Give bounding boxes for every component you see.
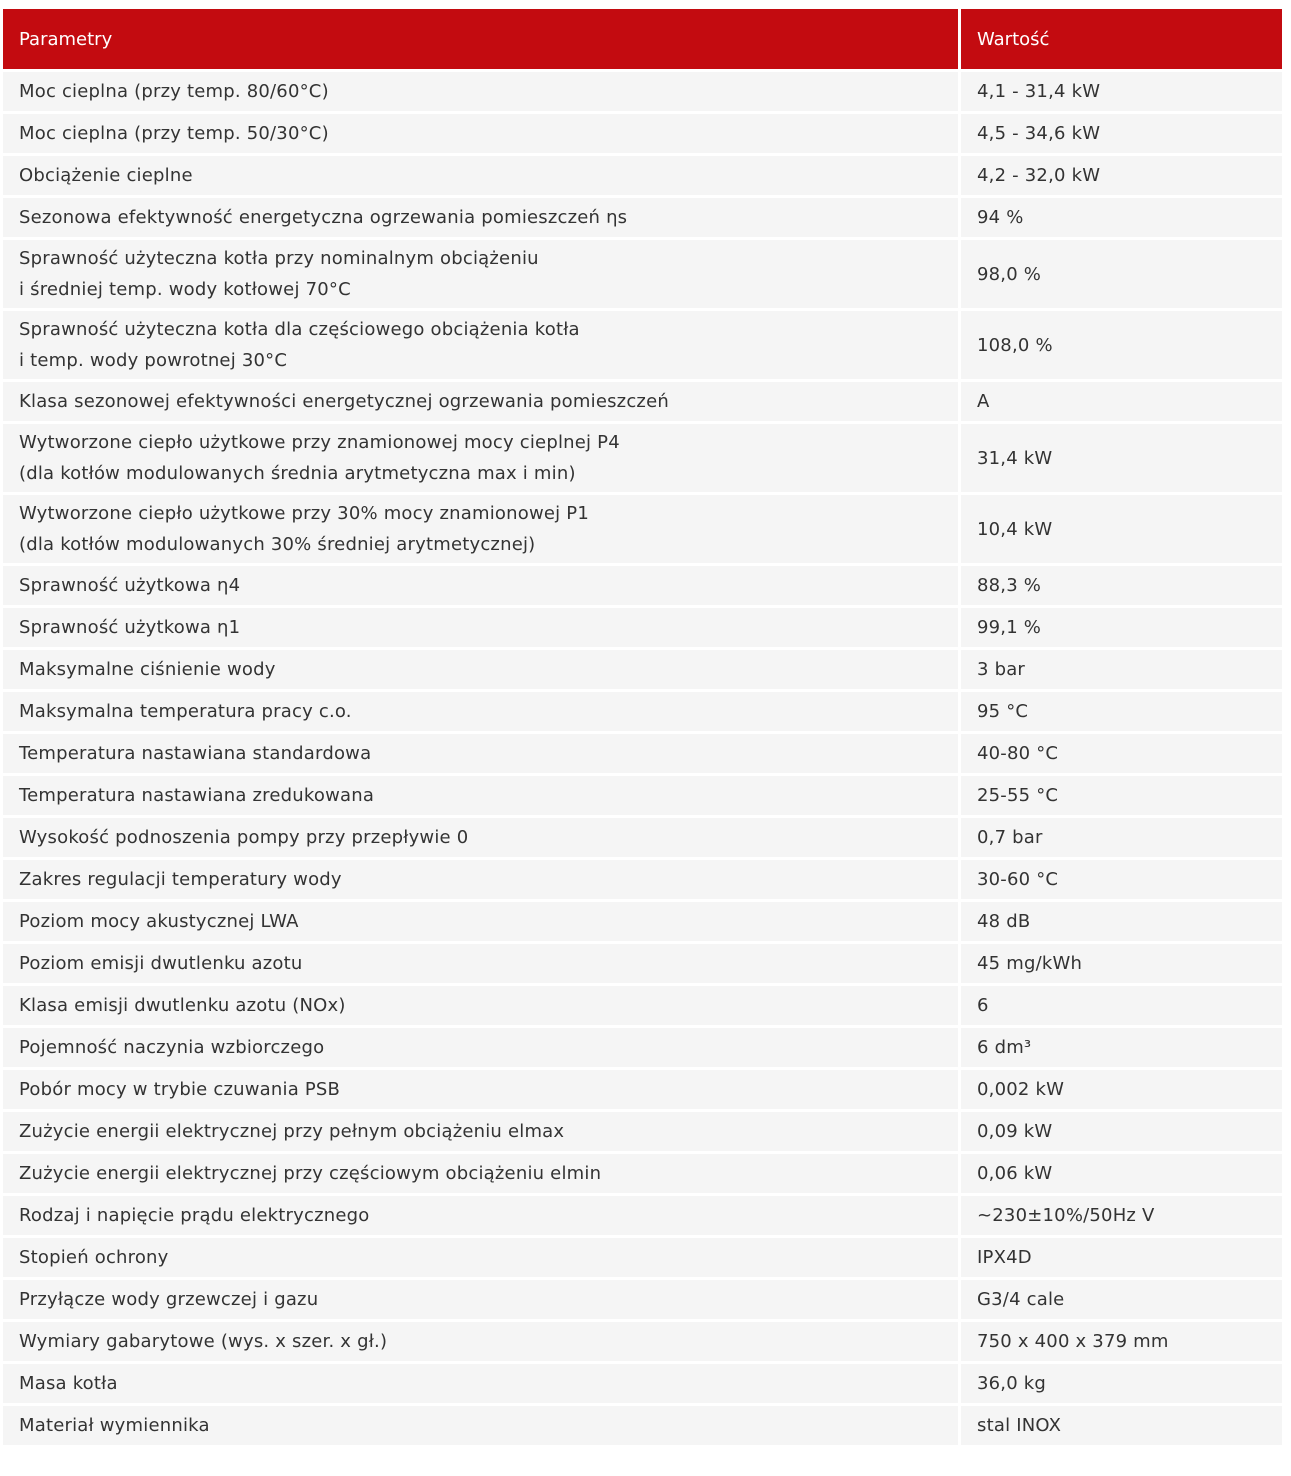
param-cell <box>3 424 961 495</box>
table-row <box>3 424 1282 495</box>
param-text: (dla kotłów modulowanych 30% średniej arytmetycznej) <box>19 534 536 555</box>
param-cell <box>3 1406 961 1448</box>
table-row <box>3 608 1282 650</box>
value-cell: 94 % <box>961 198 1282 240</box>
value-cell: 3 bar <box>961 650 1282 692</box>
param-cell <box>3 1028 961 1070</box>
value-cell: 0,06 kW <box>961 1154 1282 1196</box>
table-body <box>3 72 1282 1448</box>
param-cell <box>3 156 961 198</box>
table-row <box>3 860 1282 902</box>
param-text: i średniej temp. wody kotłowej 70°C <box>19 279 351 300</box>
param-text: Maksymalna temperatura pracy c.o. <box>19 701 352 722</box>
param-text: Temperatura nastawiana standardowa <box>19 743 372 764</box>
table-row <box>3 818 1282 860</box>
value-cell: 0,002 kW <box>961 1070 1282 1112</box>
param-cell <box>3 986 961 1028</box>
param-text: Klasa sezonowej efektywności energetycznej ogrzewania pomieszczeń <box>19 391 669 412</box>
param-cell <box>3 1364 961 1406</box>
table-row <box>3 1238 1282 1280</box>
table-row <box>3 311 1282 382</box>
param-text: Sprawność użyteczna kotła przy nominalnym obciążeniu <box>19 248 539 269</box>
param-cell <box>3 818 961 860</box>
param-cell <box>3 1322 961 1364</box>
value-cell: 6 dm³ <box>961 1028 1282 1070</box>
param-text: Pobór mocy w trybie czuwania PSB <box>19 1079 341 1100</box>
param-cell <box>3 566 961 608</box>
table-row <box>3 776 1282 818</box>
param-cell <box>3 311 961 382</box>
param-text: Poziom mocy akustycznej LWA <box>19 911 299 932</box>
table-row <box>3 382 1282 424</box>
param-text: Zużycie energii elektrycznej przy pełnym obciążeniu elmax <box>19 1121 565 1142</box>
value-cell: A <box>961 382 1282 424</box>
param-cell <box>3 1196 961 1238</box>
param-text: Moc cieplna (przy temp. 80/60°C) <box>19 81 329 102</box>
table-row <box>3 1028 1282 1070</box>
table-row <box>3 1154 1282 1196</box>
param-text: Sezonowa efektywność energetyczna ogrzewania pomieszczeń ηs <box>19 207 628 228</box>
table-row <box>3 1322 1282 1364</box>
value-cell: G3/4 cale <box>961 1280 1282 1322</box>
param-text: Zużycie energii elektrycznej przy częściowym obciążeniu elmin <box>19 1163 602 1184</box>
param-cell <box>3 608 961 650</box>
value-cell: 31,4 kW <box>961 424 1282 495</box>
table-row <box>3 566 1282 608</box>
value-cell: 4,5 - 34,6 kW <box>961 114 1282 156</box>
param-text: Obciążenie cieplne <box>19 165 193 186</box>
value-cell: 750 x 400 x 379 mm <box>961 1322 1282 1364</box>
param-text: Sprawność użytkowa η4 <box>19 575 241 596</box>
param-cell <box>3 1112 961 1154</box>
value-cell: 40-80 °C <box>961 734 1282 776</box>
value-cell: 99,1 % <box>961 608 1282 650</box>
value-cell: 10,4 kW <box>961 495 1282 566</box>
param-cell <box>3 1154 961 1196</box>
param-cell <box>3 240 961 311</box>
param-cell <box>3 776 961 818</box>
value-cell: 0,09 kW <box>961 1112 1282 1154</box>
param-cell <box>3 1238 961 1280</box>
value-cell: ~230±10%/50Hz V <box>961 1196 1282 1238</box>
param-text: (dla kotłów modulowanych średnia arytmetyczna max i min) <box>19 463 576 484</box>
param-cell <box>3 944 961 986</box>
header-value: Wartość <box>961 9 1282 72</box>
value-cell: 4,2 - 32,0 kW <box>961 156 1282 198</box>
table-row <box>3 1406 1282 1448</box>
param-text: Sprawność użytkowa η1 <box>19 617 241 638</box>
param-text: Maksymalne ciśnienie wody <box>19 659 276 680</box>
param-cell <box>3 198 961 240</box>
table-row <box>3 240 1282 311</box>
param-cell <box>3 114 961 156</box>
table-row <box>3 1070 1282 1112</box>
table-row <box>3 198 1282 240</box>
value-cell: 95 °C <box>961 692 1282 734</box>
param-cell <box>3 860 961 902</box>
param-cell <box>3 1070 961 1112</box>
param-text: Klasa emisji dwutlenku azotu (NOx) <box>19 995 346 1016</box>
value-cell: 45 mg/kWh <box>961 944 1282 986</box>
table-row <box>3 114 1282 156</box>
table-row <box>3 72 1282 114</box>
param-text: Masa kotła <box>19 1373 118 1394</box>
param-text: Rodzaj i napięcie prądu elektrycznego <box>19 1205 370 1226</box>
param-text: Temperatura nastawiana zredukowana <box>19 785 375 806</box>
param-text: Wytworzone ciepło użytkowe przy 30% mocy znamionowej P1 <box>19 503 589 524</box>
param-text: Wytworzone ciepło użytkowe przy znamionowej mocy cieplnej P4 <box>19 432 620 453</box>
table-row <box>3 1364 1282 1406</box>
value-cell: 36,0 kg <box>961 1364 1282 1406</box>
param-cell <box>3 382 961 424</box>
table-row <box>3 692 1282 734</box>
table-row <box>3 1280 1282 1322</box>
value-cell: 0,7 bar <box>961 818 1282 860</box>
spec-table <box>3 9 1282 1448</box>
value-cell: IPX4D <box>961 1238 1282 1280</box>
value-cell: 108,0 % <box>961 311 1282 382</box>
table-row <box>3 1196 1282 1238</box>
value-cell: stal INOX <box>961 1406 1282 1448</box>
param-text: Moc cieplna (przy temp. 50/30°C) <box>19 123 329 144</box>
param-text: Poziom emisji dwutlenku azotu <box>19 953 303 974</box>
value-cell: 48 dB <box>961 902 1282 944</box>
table-header-row <box>3 9 1282 72</box>
table-row <box>3 902 1282 944</box>
param-text: Wysokość podnoszenia pompy przy przepływie 0 <box>19 827 469 848</box>
value-cell: 25-55 °C <box>961 776 1282 818</box>
table-row <box>3 986 1282 1028</box>
param-cell <box>3 495 961 566</box>
table-row <box>3 1112 1282 1154</box>
param-text: i temp. wody powrotnej 30°C <box>19 350 288 371</box>
value-cell: 30-60 °C <box>961 860 1282 902</box>
param-text: Wymiary gabarytowe (wys. x szer. x gł.) <box>19 1331 388 1352</box>
table-row <box>3 495 1282 566</box>
value-cell: 4,1 - 31,4 kW <box>961 72 1282 114</box>
value-cell: 98,0 % <box>961 240 1282 311</box>
param-cell <box>3 734 961 776</box>
table-row <box>3 944 1282 986</box>
param-text: Przyłącze wody grzewczej i gazu <box>19 1289 319 1310</box>
param-text: Materiał wymiennika <box>19 1415 210 1436</box>
param-cell <box>3 902 961 944</box>
param-text: Pojemność naczynia wzbiorczego <box>19 1037 325 1058</box>
value-cell: 88,3 % <box>961 566 1282 608</box>
param-cell <box>3 692 961 734</box>
value-cell: 6 <box>961 986 1282 1028</box>
param-cell <box>3 1280 961 1322</box>
param-cell <box>3 72 961 114</box>
param-text: Stopień ochrony <box>19 1247 169 1268</box>
param-text: Sprawność użyteczna kotła dla częściowego obciążenia kotła <box>19 319 580 340</box>
param-cell <box>3 650 961 692</box>
table-row <box>3 650 1282 692</box>
table-row <box>3 156 1282 198</box>
header-param: Parametry <box>3 9 961 72</box>
table-row <box>3 734 1282 776</box>
param-text: Zakres regulacji temperatury wody <box>19 869 342 890</box>
